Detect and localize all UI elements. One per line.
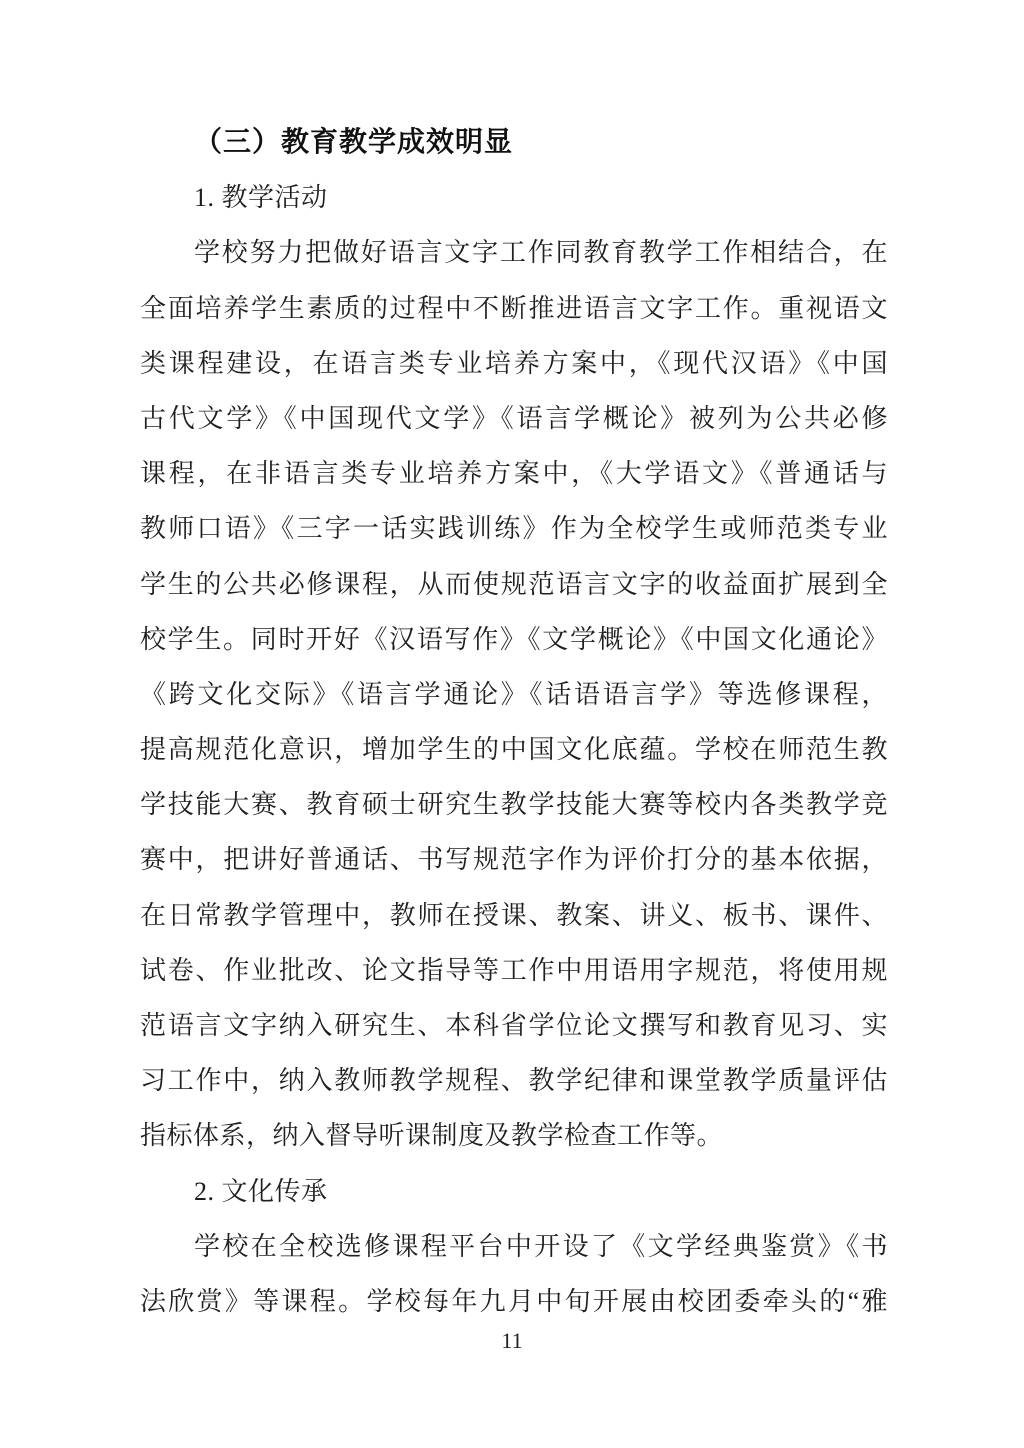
text-line: 范语言文字纳入研究生、本科省学位论文撰写和教育见习、实 (140, 1011, 888, 1040)
document-content (140, 115, 888, 1329)
text-line: 指标体系，纳入督导听课制度及教学检查工作等。 (140, 1121, 724, 1151)
page-number: 11 (501, 1328, 523, 1353)
text-line: 学校在全校选修课程平台中开设了《文学经典鉴赏》《书 (194, 1231, 888, 1261)
text-line: 学生的公共必修课程，从而使规范语言文字的收益面扩展到全 (140, 569, 888, 599)
text-line: 2. 文化传承 (194, 1176, 328, 1206)
text-line: 全面培养学生素质的过程中不断推进语言文字工作。重视语文 (140, 293, 888, 323)
text-line: 类课程建设，在语言类专业培养方案中，《现代汉语》《中国 (140, 348, 888, 378)
section-heading: （三）教育教学成效明显 (194, 127, 514, 158)
text-line: 校学生。同时开好《汉语写作》《文学概论》《中国文化通论》 (140, 624, 888, 654)
text-line: 教师口语》《三字一话实践训练》作为全校学生或师范类专业 (140, 514, 888, 544)
text-line: 课程，在非语言类专业培养方案中，《大学语文》《普通话与 (140, 459, 888, 489)
text-line: 提高规范化意识，增加学生的中国文化底蕴。学校在师范生教 (140, 735, 888, 765)
text-line: 《跨文化交际》《语言学通论》《话语语言学》等选修课程， (140, 679, 888, 709)
text-line: 赛中，把讲好普通话、书写规范字作为评价打分的基本依据， (140, 845, 888, 875)
text-line: 学技能大赛、教育硕士研究生教学技能大赛等校内各类教学竞 (140, 790, 888, 820)
text-line: 在日常教学管理中，教师在授课、教案、讲义、板书、课件、 (140, 900, 888, 930)
text-line: 学校努力把做好语言文字工作同教育教学工作相结合，在 (194, 238, 888, 268)
text-line: 古代文学》《中国现代文学》《语言学概论》被列为公共必修 (140, 403, 888, 433)
text-line: 法欣赏》等课程。学校每年九月中旬开展由校团委牵头的“雅 (140, 1286, 888, 1316)
text-line: 试卷、作业批改、论文指导等工作中用语用字规范，将使用规 (140, 955, 888, 985)
text-line: 习工作中，纳入教师教学规程、教学纪律和课堂教学质量评估 (140, 1066, 888, 1096)
text-line: 1. 教学活动 (194, 183, 328, 213)
